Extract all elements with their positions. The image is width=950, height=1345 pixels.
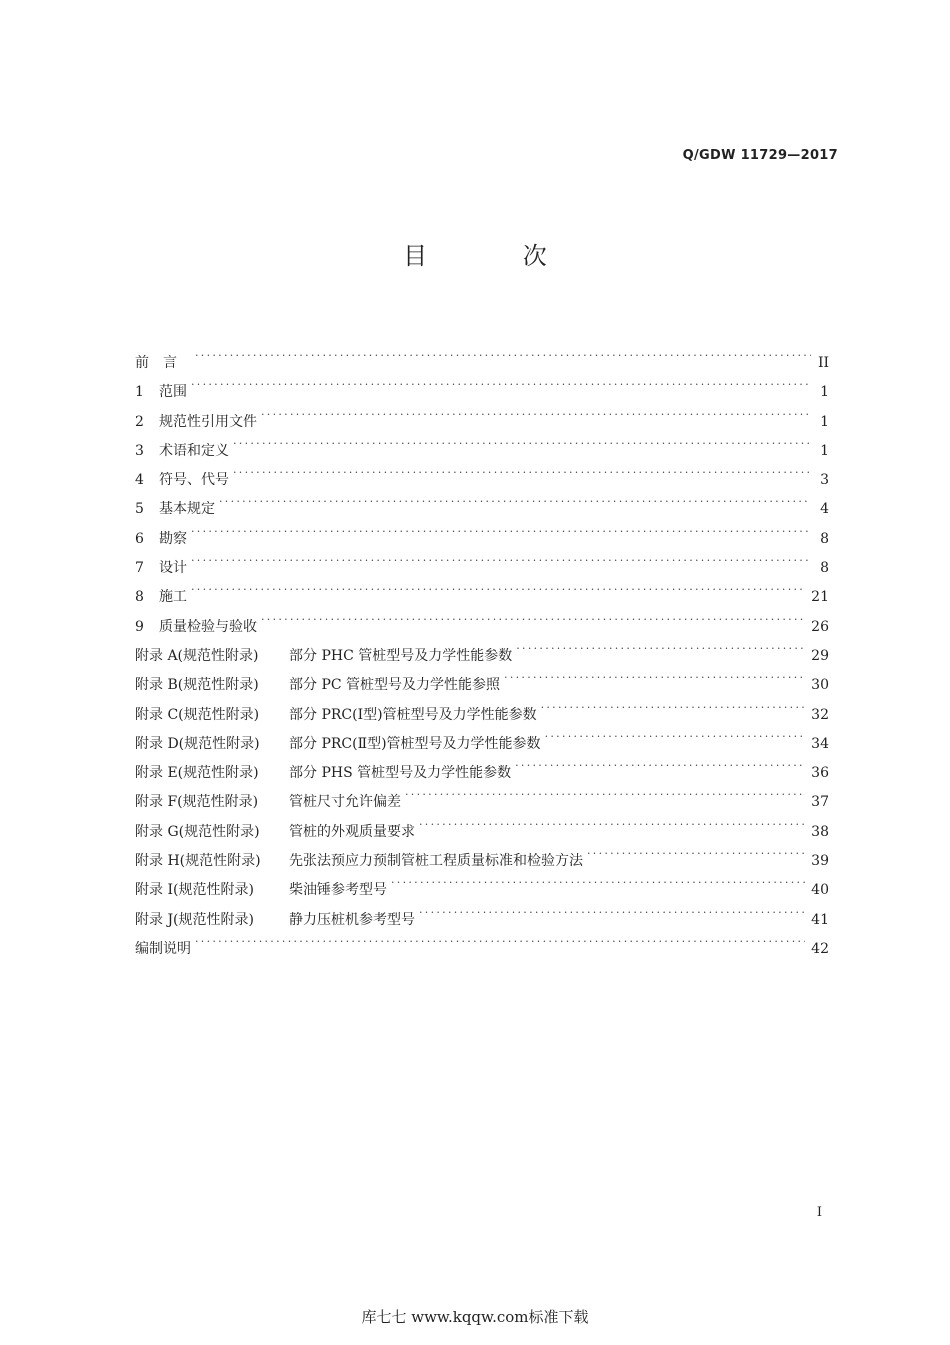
toc-entry-label: 柴油锤参考型号	[289, 882, 387, 899]
toc-entry-1[interactable]	[135, 367, 829, 401]
toc-entry-number: 5	[135, 501, 144, 518]
toc-entry-label: 静力压桩机参考型号	[289, 911, 415, 928]
toc-entry-foreword[interactable]	[135, 338, 829, 371]
toc-appendix-id: 附录 H(规范性附录)	[135, 853, 261, 870]
toc-leader-dots	[261, 397, 811, 426]
toc-leader-dots	[191, 514, 811, 543]
toc-leader-dots	[587, 836, 805, 865]
toc-leader-dots	[191, 572, 805, 601]
toc-appendix-id: 附录 C(规范性附录)	[135, 706, 260, 723]
toc-leader-dots	[261, 602, 805, 631]
toc-entry-page: 8	[820, 560, 829, 577]
toc-entry-label: 术语和定义	[159, 442, 229, 459]
toc-appendix-id: 附录 E(规范性附录)	[135, 765, 259, 782]
toc-appendix-id: 附录 D(规范性附录)	[135, 735, 260, 752]
toc-entry-page: 8	[820, 530, 829, 547]
toc-entry-4[interactable]	[135, 455, 829, 489]
toc-leader-dots	[541, 690, 806, 719]
toc-leader-dots	[504, 660, 805, 689]
toc-entry-page: 36	[811, 765, 829, 782]
toc-entry-page: 4	[820, 501, 829, 518]
toc-entry-number: 4	[135, 472, 144, 489]
toc-appendix-id: 附录 I(规范性附录)	[135, 882, 254, 899]
toc-leader-dots	[515, 748, 805, 777]
toc-entry-page: 1	[820, 413, 829, 430]
toc-entry-label: 部分 PRC(Ⅱ型)管桩型号及力学性能参数	[289, 735, 541, 752]
toc-appendix-id: 附录 A(规范性附录)	[135, 647, 259, 664]
toc-entry-2[interactable]	[135, 397, 829, 430]
toc-leader-dots	[419, 895, 805, 924]
toc-leader-dots	[233, 455, 811, 484]
toc-entry-page: 26	[811, 618, 829, 635]
footer-watermark: 库七七 www.kqqw.com标准下载	[361, 1308, 589, 1326]
toc-entry-page: 40	[811, 882, 829, 899]
toc-entry-number: 6	[135, 530, 144, 547]
toc-entry-label: 规范性引用文件	[159, 413, 257, 430]
toc-leader-dots	[419, 807, 805, 836]
toc-entry-label: 部分 PHS 管桩型号及力学性能参数	[289, 765, 512, 782]
toc-entry-number: 1	[135, 384, 144, 401]
toc-entry-label: 基本规定	[159, 501, 215, 518]
toc-entry-number: 8	[135, 589, 144, 606]
toc-entry-8[interactable]	[135, 572, 829, 606]
toc-entry-page: 1	[820, 442, 829, 459]
table-of-contents	[135, 338, 829, 957]
toc-entry-label: 符号、代号	[159, 472, 229, 489]
toc-leader-dots	[191, 543, 811, 572]
toc-entry-number: 3	[135, 442, 144, 459]
toc-entry-page: 37	[811, 794, 829, 811]
toc-appendix-id: 附录 J(规范性附录)	[135, 911, 254, 928]
toc-leader-dots	[191, 367, 811, 396]
toc-entry-label: 部分 PRC(Ⅰ型)管桩型号及力学性能参数	[289, 706, 537, 723]
toc-leader-dots	[391, 865, 805, 894]
toc-leader-dots	[195, 338, 811, 367]
toc-entry-6[interactable]	[135, 514, 829, 547]
page-title: 目 次	[403, 242, 591, 270]
toc-leader-dots	[516, 631, 805, 660]
toc-entry-page: II	[817, 355, 829, 371]
toc-leader-dots	[233, 426, 811, 455]
toc-entry-label: 管桩的外观质量要求	[289, 823, 415, 840]
toc-entry-compilation-notes[interactable]	[135, 924, 829, 957]
standard-code: Q/GDW 11729—2017	[682, 148, 838, 163]
toc-entry-label: 部分 PC 管桩型号及力学性能参照	[289, 677, 501, 694]
page-number: I	[816, 1205, 822, 1220]
toc-entry-label: 质量检验与验收	[159, 618, 257, 635]
toc-entry-page: 39	[811, 853, 829, 870]
toc-entry-label: 先张法预应力预制管桩工程质量标准和检验方法	[289, 853, 583, 870]
toc-entry-label: 前言	[135, 355, 191, 371]
toc-entry-page: 29	[811, 647, 829, 664]
toc-leader-dots	[195, 924, 805, 953]
toc-leader-dots	[545, 719, 806, 748]
toc-entry-label: 部分 PHC 管桩型号及力学性能参数	[289, 647, 513, 664]
toc-entry-label: 施工	[159, 589, 187, 606]
toc-entry-number: 2	[135, 413, 144, 430]
toc-entry-page: 41	[811, 911, 829, 928]
toc-entry-label: 设计	[159, 560, 187, 577]
toc-entry-label: 管桩尺寸允许偏差	[289, 794, 401, 811]
toc-entry-page: 42	[811, 940, 829, 957]
toc-entry-number: 7	[135, 560, 144, 577]
toc-appendix-id: 附录 G(规范性附录)	[135, 823, 260, 840]
toc-entry-3[interactable]	[135, 426, 829, 459]
toc-entry-9[interactable]	[135, 602, 829, 635]
toc-leader-dots	[219, 484, 811, 513]
toc-entry-label: 勘察	[159, 530, 187, 547]
toc-entry-page: 3	[820, 472, 829, 489]
toc-leader-dots	[405, 777, 805, 806]
toc-appendix-id: 附录 B(规范性附录)	[135, 677, 259, 694]
toc-entry-number: 9	[135, 618, 144, 635]
toc-entry-page: 34	[811, 735, 829, 752]
toc-entry-page: 38	[811, 823, 829, 840]
toc-entry-label: 范围	[159, 384, 187, 401]
toc-entry-page: 1	[820, 384, 829, 401]
toc-entry-page: 30	[811, 677, 829, 694]
toc-entry-label: 编制说明	[135, 940, 191, 957]
toc-entry-page: 32	[811, 706, 829, 723]
toc-entry-7[interactable]	[135, 543, 829, 577]
toc-entry-5[interactable]	[135, 484, 829, 518]
toc-entry-page: 21	[811, 589, 829, 606]
toc-appendix-id: 附录 F(规范性附录)	[135, 794, 259, 811]
